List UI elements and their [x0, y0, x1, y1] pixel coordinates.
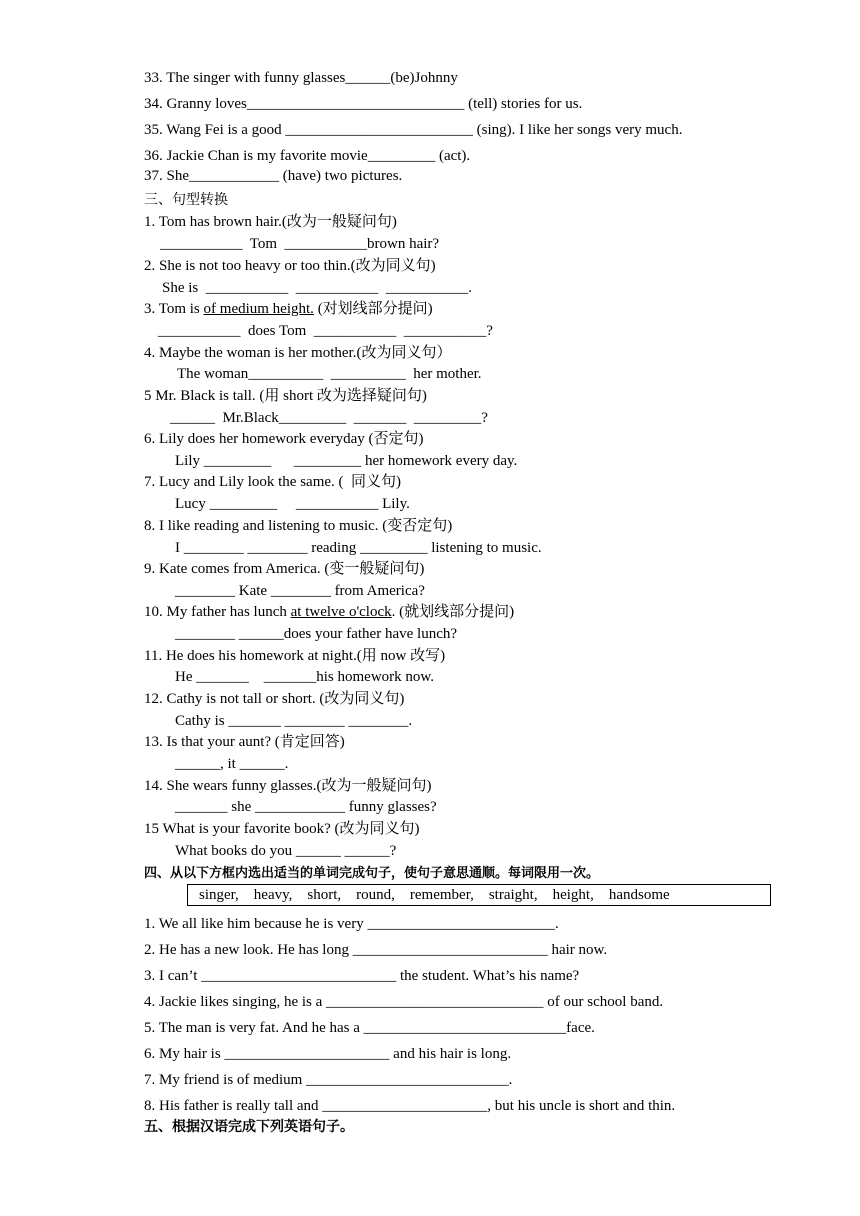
question-33: 33. The singer with funny glasses______(be)Johnny: [144, 70, 458, 86]
s3-q11: 11. He does his homework at night.(用 now 改写): [144, 648, 446, 664]
s3-q2: 2. She is not too heavy or too thin.(改为同义句): [144, 258, 436, 274]
s4-q6: 6. My hair is ______________________ and his hair is long.: [144, 1046, 512, 1062]
s3-a2: She is ___________ ___________ ___________.: [162, 280, 473, 296]
s3-a6: Lily _________ _________ her homework every day.: [175, 453, 518, 469]
s3-q9: 9. Kate comes from America. (变一般疑问句): [144, 561, 425, 577]
s3-a1: ___________ Tom ___________brown hair?: [160, 236, 440, 252]
s3-q10-pre: 10. My father has lunch: [144, 604, 291, 620]
s3-q5: 5 Mr. Black is tall. (用 short 改为选择疑问句): [144, 388, 427, 404]
s3-q14: 14. She wears funny glasses.(改为一般疑问句): [144, 778, 432, 794]
s3-q3-pre: 3. Tom is: [144, 301, 204, 317]
s4-q7: 7. My friend is of medium ___________________________.: [144, 1072, 513, 1088]
s3-a8: I ________ ________ reading _________ listening to music.: [175, 540, 542, 556]
s3-q15: 15 What is your favorite book? (改为同义句): [144, 821, 420, 837]
s3-q3: [144, 300, 433, 318]
s3-q10-underlined: at twelve o'clock: [290, 604, 392, 620]
s3-q4: 4. Maybe the woman is her mother.(改为同义句）: [144, 345, 452, 361]
s3-a13: ______, it ______.: [175, 756, 289, 772]
s3-q1: 1. Tom has brown hair.(改为一般疑问句): [144, 214, 397, 230]
s3-q10: [144, 603, 514, 621]
s3-a15: What books do you ______ ______?: [175, 843, 397, 859]
s3-a11: He _______ _______his homework now.: [175, 669, 435, 685]
s3-q10-post: . (就划线部分提问): [391, 604, 515, 620]
s4-q5: 5. The man is very fat. And he has a ___________________________face.: [144, 1020, 595, 1036]
s3-q13: 13. Is that your aunt? (肯定回答): [144, 734, 345, 750]
s3-a10: ________ ______does your father have lunch?: [175, 626, 458, 642]
s3-q8: 8. I like reading and listening to music. (变否定句): [144, 518, 453, 534]
question-37: 37. She____________ (have) two pictures.: [144, 168, 403, 184]
s3-a14: _______ she ____________ funny glasses?: [175, 799, 437, 815]
s3-q3-post: (对划线部分提问): [313, 301, 433, 317]
s3-a12: Cathy is _______ ________ ________.: [175, 713, 413, 729]
word-box: [187, 884, 771, 906]
s4-q2: 2. He has a new look. He has long __________________________ hair now.: [144, 942, 608, 958]
s3-a3: ___________ does Tom ___________ ___________?: [158, 323, 493, 339]
s3-q12: 12. Cathy is not tall or short. (改为同义句): [144, 691, 405, 707]
s4-q1: 1. We all like him because he is very _________________________.: [144, 916, 559, 932]
question-34: 34. Granny loves_____________________________ (tell) stories for us.: [144, 96, 583, 112]
s3-a7: Lucy _________ ___________ Lily.: [175, 496, 410, 512]
s4-q3: 3. I can’t __________________________ the student. What’s his name?: [144, 968, 580, 984]
s4-q8: 8. His father is really tall and ______________________, but his uncle is short and thin.: [144, 1098, 676, 1114]
section-5-title: 五、根据汉语完成下列英语句子。: [144, 1119, 354, 1135]
section-4-title: 四、从以下方框内选出适当的单词完成句子，使句子意思通顺。每词限用一次。: [144, 866, 600, 881]
s4-q4: 4. Jackie likes singing, he is a _____________________________ of our school band.: [144, 994, 664, 1010]
s3-q6: 6. Lily does her homework everyday (否定句): [144, 431, 424, 447]
s3-q7: 7. Lucy and Lily look the same. ( 同义句): [144, 474, 402, 490]
question-36: 36. Jackie Chan is my favorite movie_________ (act).: [144, 148, 471, 164]
s3-a9: ________ Kate ________ from America?: [175, 583, 425, 599]
section-3-title: 三、句型转换: [144, 192, 228, 208]
word-box-words: singer, heavy, short, round, remember, straight, height, handsome: [199, 887, 670, 903]
s3-a4: The woman__________ __________ her mother.: [177, 366, 482, 382]
question-35: 35. Wang Fei is a good _________________________ (sing). I like her songs very much.: [144, 122, 683, 138]
s3-a5: ______ Mr.Black_________ _______ _________?: [170, 410, 488, 426]
s3-q3-underlined: of medium height.: [203, 301, 314, 317]
